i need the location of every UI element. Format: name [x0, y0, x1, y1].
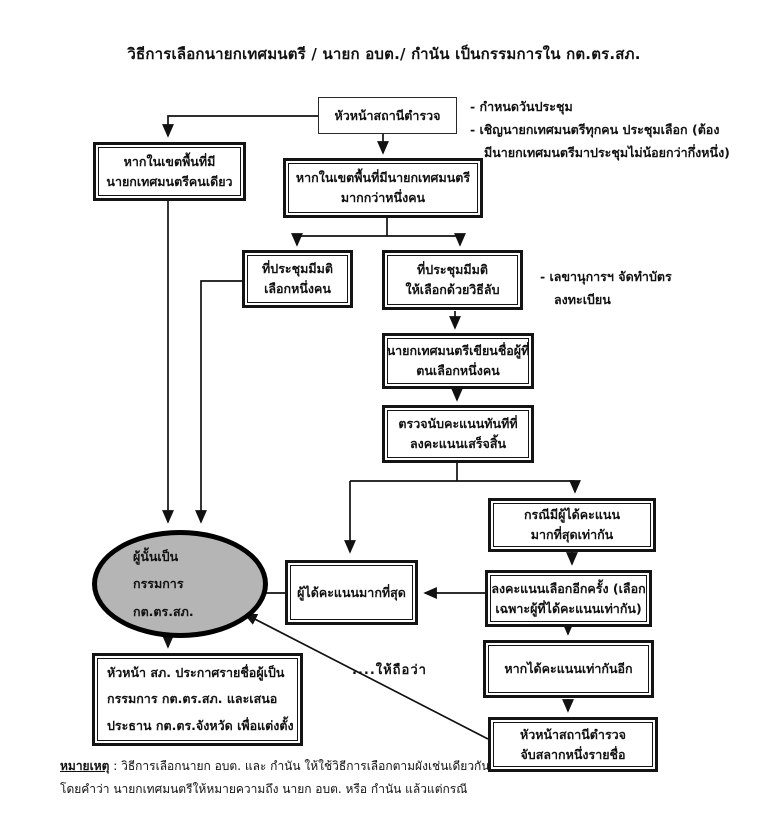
secretary-note: - เลขานุการฯ จัดทำบัตร ลงทะเบียน — [540, 269, 672, 308]
node-vote-secret-method: ที่ประชุมมีมติ ให้เลือกด้วยวิธีลับ — [382, 250, 523, 310]
node-police-chief-label: หัวหน้าสถานีตำรวจ — [334, 107, 441, 123]
node-tie-case: กรณีมีผู้ได้คะแนน มากที่สุดเท่ากัน — [488, 498, 656, 552]
node-police-chief — [318, 97, 457, 134]
node-single-mayor: หากในเขตพื้นที่มี นายกเทศมนตรีคนเดียว — [93, 142, 246, 201]
footnote-line1: : วิธีการเลือกนายก อบต. และ กำนัน ให้ใช้วิธีการเลือกตามผังเช่นเดียวกัน — [113, 759, 490, 773]
footnote — [60, 755, 530, 801]
connector-vote-one-to-committee — [201, 281, 242, 522]
node-count-votes: ตรวจนับคะแนนทันทีที่ ลงคะแนนเสร็จสิ้น — [382, 405, 534, 463]
node-committee-result: ผู้นั้นเป็น กรรมการ กต.ตร.สภ. — [92, 530, 268, 638]
footnote-prefix: หมายเหตุ — [60, 759, 110, 773]
node-multiple-mayors: หากในเขตพื้นที่มีนายกเทศมนตรี มากกว่าหนึ่งคน — [283, 158, 483, 218]
node-tie-again: หากได้คะแนนเท่ากันอีก — [483, 640, 654, 698]
node-vote-one-person: ที่ประชุมมีมติ เลือกหนึ่งคน — [242, 250, 353, 308]
node-revote: ลงคะแนนเลือกอีกครั้ง (เลือก เฉพาะผู้ที่ได้คะแนนเท่ากัน) — [485, 570, 652, 627]
node-top-score: ผู้ได้คะแนนมากที่สุด — [285, 560, 418, 625]
node-announce-appointment: หัวหน้า สภ. ประกาศรายชื่อผู้เป็น กรรมการ กต.ตร.สภ. และเสนอ ประธาน กต.ตร.จังหวัด เพื่อแต่งตั้ง — [92, 653, 303, 746]
page-title: วิธีการเลือกนายกเทศมนตรี / นายก อบต./ กำนัน เป็นกรรมการใน กต.ตร.สภ. — [127, 45, 641, 63]
chief-notes: - กำหนดวันประชุม - เชิญนายกเทศมนตรีทุกคน ประชุมเลือก (ต้อง มีนายกเทศมนตรีมาประชุมไม่น้อยกว่ากึ่งหนึ่ง) — [470, 99, 730, 161]
deem-label: ....ให้ถือว่า — [352, 663, 427, 678]
connector-chief-to-single — [168, 116, 318, 136]
node-write-name: นายกเทศมนตรีเขียนชื่อผู้ที่ ตนเลือกหนึ่งคน — [382, 333, 534, 389]
footnote-line2: โดยคำว่า นายกเทศมนตรีให้หมายความถึง นายก อบต. หรือ กำนัน แล้วแต่กรณี — [60, 781, 468, 796]
node-draw-lots: หัวหน้าสถานีตำรวจ จับสลากหนึ่งรายชื่อ — [488, 717, 658, 772]
